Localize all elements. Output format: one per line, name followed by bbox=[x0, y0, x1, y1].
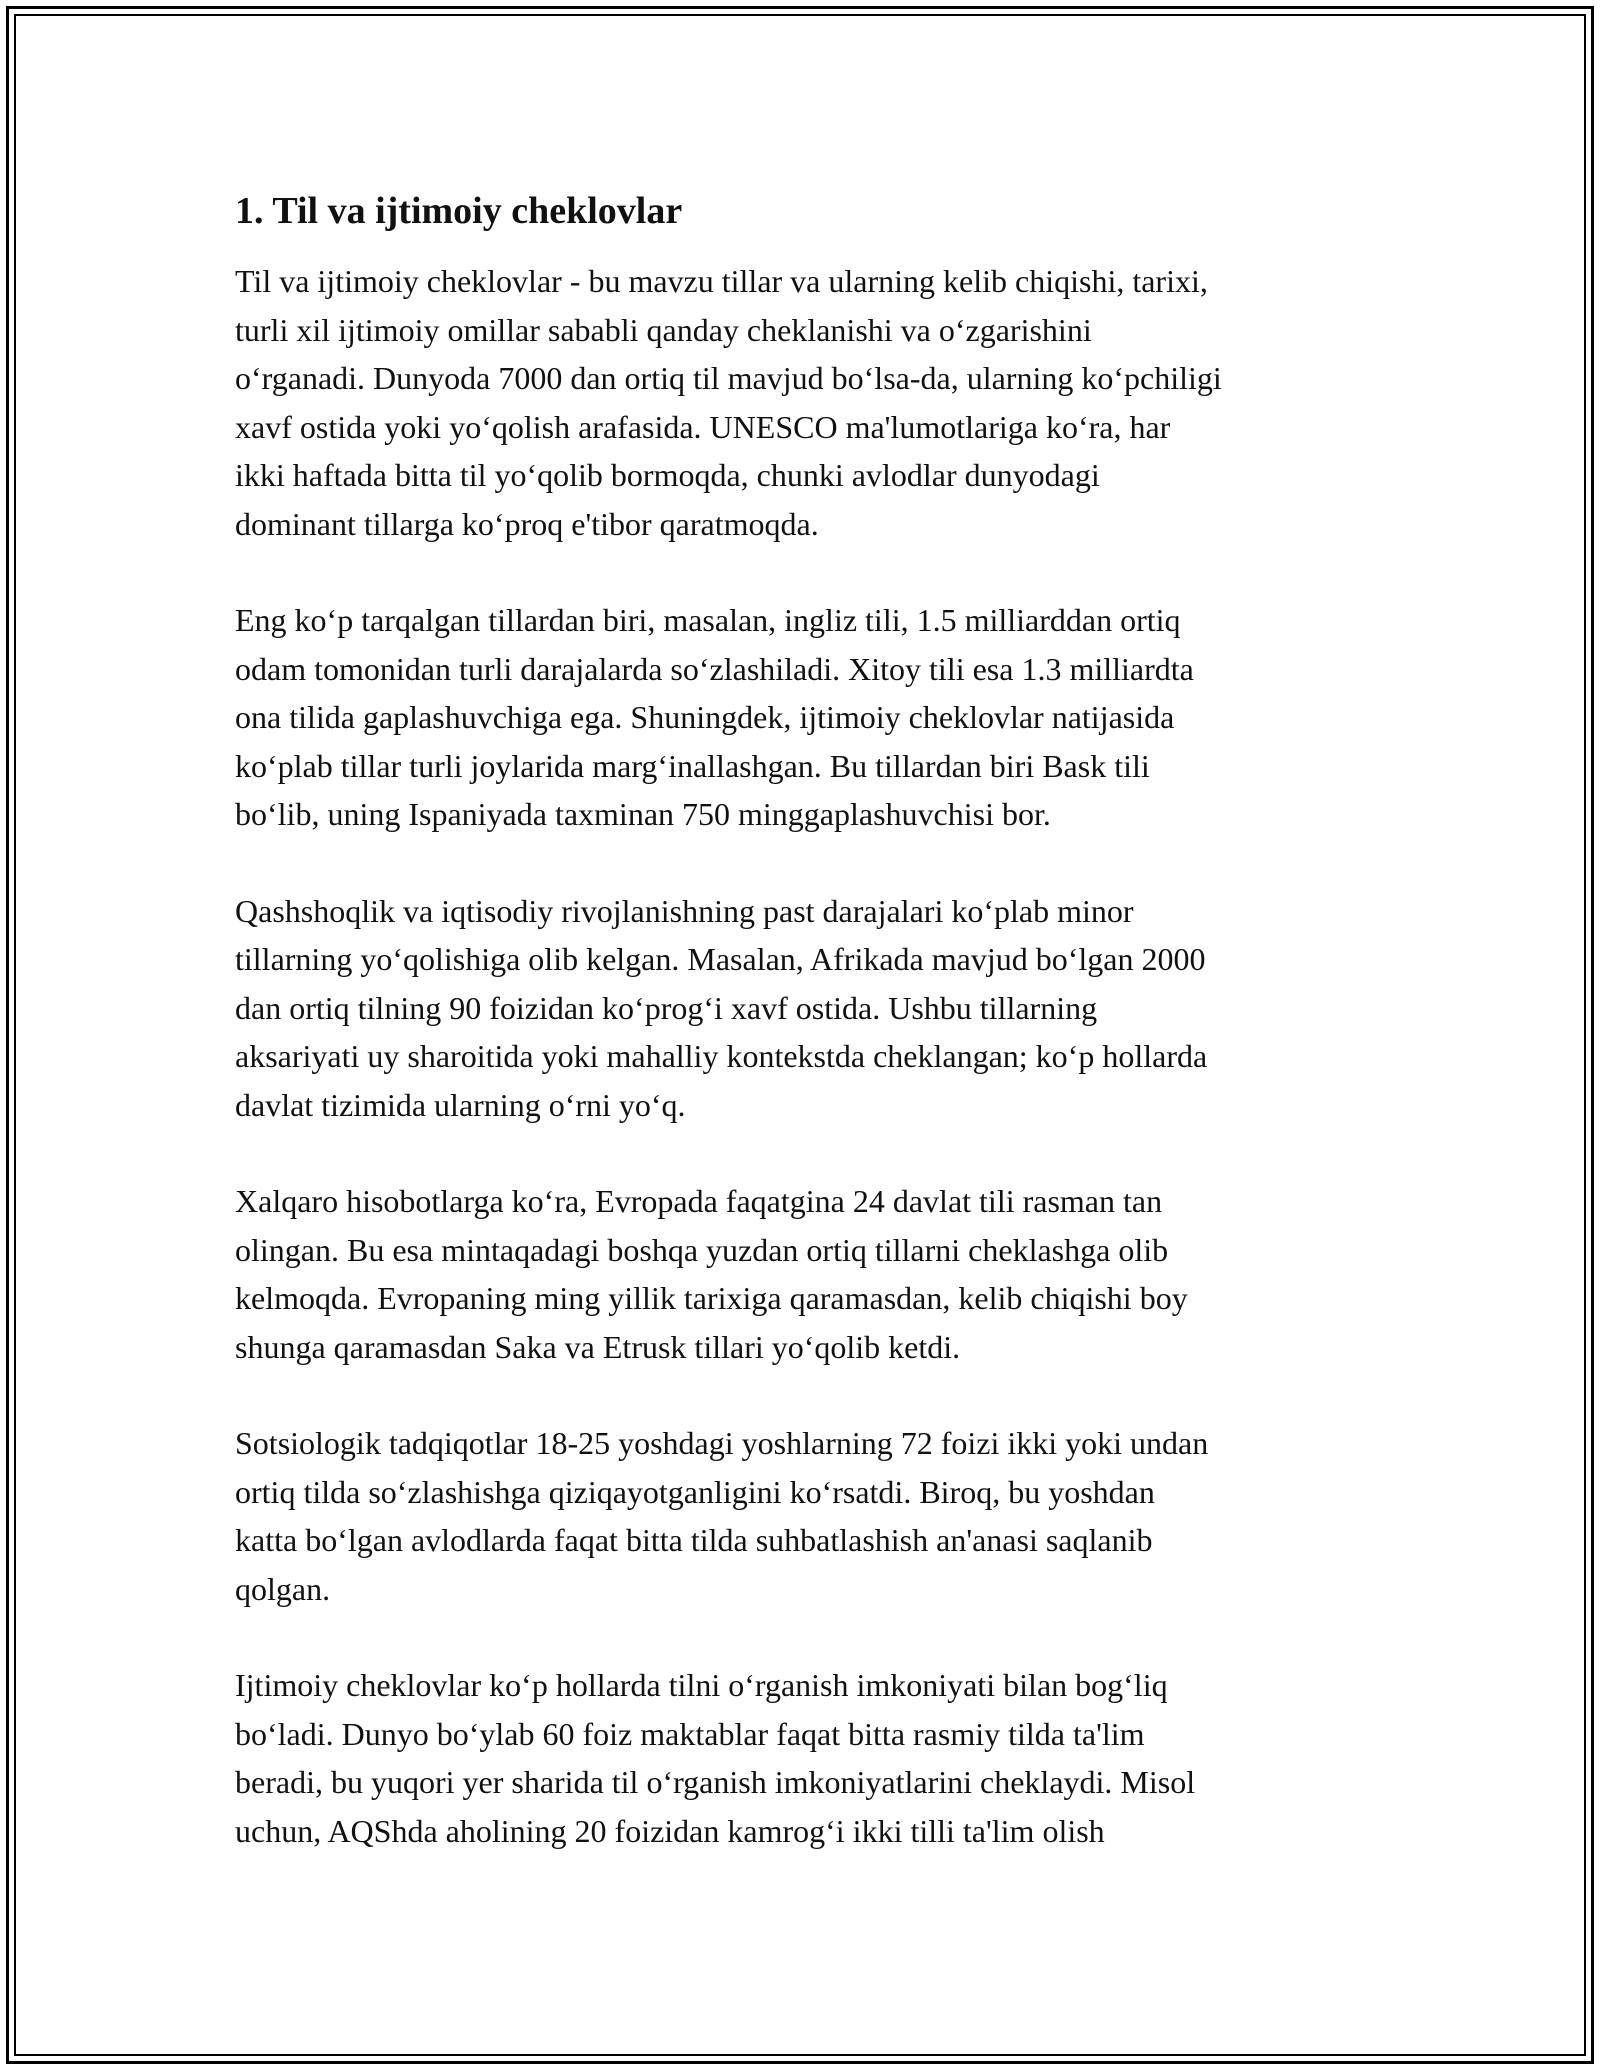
paragraph bbox=[235, 596, 1395, 839]
text-line: beradi, bu yuqori yer sharida til o‘rganish imkoniyatlarini cheklaydi. Misol bbox=[235, 1764, 1196, 1800]
text-line: ko‘plab tillar turli joylarida marg‘inallashgan. Bu tillardan biri Bask tili bbox=[235, 747, 1150, 784]
text-line: tillarning yo‘qolishiga olib kelgan. Masalan, Afrikada mavjud bo‘lgan 2000 bbox=[235, 941, 1206, 977]
text-line: Til va ijtimoiy cheklovlar - bu mavzu tillar va ularning kelib chiqishi, tarixi, bbox=[235, 263, 1208, 299]
text-line: bo‘ladi. Dunyo bo‘ylab 60 foiz maktablar faqat bitta rasmiy tilda ta'lim bbox=[235, 1715, 1145, 1752]
section-heading: 1. Til va ijtimoiy cheklovlar bbox=[235, 190, 683, 232]
text-line: dan ortiq tilning 90 foizidan ko‘prog‘i xavf ostida. Ushbu tillarning bbox=[235, 989, 1098, 1026]
text-line: ikki haftada bitta til yo‘qolib bormoqda, chunki avlodlar dunyodagi bbox=[235, 457, 1100, 493]
text-line: Xalqaro hisobotlarga ko‘ra, Evropada faqatgina 24 davlat tili rasman tan bbox=[235, 1183, 1163, 1219]
paragraphs bbox=[235, 257, 1395, 1855]
text-line: ortiq tilda so‘zlashishga qiziqayotganligini ko‘rsatdi. Biroq, bu yoshdan bbox=[235, 1473, 1155, 1510]
text-line: xavf ostida yoki yo‘qolish arafasida. UNESCO ma'lumotlariga ko‘ra, har bbox=[235, 408, 1171, 445]
text-line: olingan. Bu esa mintaqadagi boshqa yuzdan ortiq tillarni cheklashga olib bbox=[235, 1231, 1169, 1268]
text-line: aksariyati uy sharoitida yoki mahalliy kontekstda cheklangan; ko‘p hollarda bbox=[235, 1038, 1208, 1074]
text-line: turli xil ijtimoiy omillar sababli qanday cheklanishi va o‘zgarishini bbox=[235, 311, 1092, 348]
text-line: odam tomonidan turli darajalarda so‘zlashiladi. Xitoy tili esa 1.3 milliardta bbox=[235, 650, 1194, 687]
text-line: shunga qaramasdan Saka va Etrusk tillari yo‘qolib ketdi. bbox=[235, 1328, 961, 1365]
text-line: qolgan. bbox=[235, 1570, 331, 1607]
text-line: Ijtimoiy cheklovlar ko‘p hollarda tilni o‘rganish imkoniyati bilan bog‘liq bbox=[235, 1667, 1168, 1703]
text-line: dominant tillarga ko‘proq e'tibor qaratmoqda. bbox=[235, 505, 819, 542]
text-line: katta bo‘lgan avlodlarda faqat bitta tilda suhbatlashish an'anasi saqlanib bbox=[235, 1522, 1153, 1558]
paragraph bbox=[235, 1419, 1395, 1613]
document-content bbox=[235, 185, 1395, 1903]
text-line: Eng ko‘p tarqalgan tillardan biri, masalan, ingliz tili, 1.5 milliarddan ortiq bbox=[235, 602, 1181, 638]
text-line: Qashshoqlik va iqtisodiy rivojlanishning past darajalari ko‘plab minor bbox=[235, 892, 1134, 929]
text-line: kelmoqda. Evropaning ming yillik tarixiga qaramasdan, kelib chiqishi boy bbox=[235, 1280, 1188, 1316]
paragraph bbox=[235, 1661, 1395, 1855]
text-line: bo‘lib, uning Ispaniyada taxminan 750 minggaplashuvchisi bor. bbox=[235, 796, 1051, 832]
text-line: ona tilida gaplashuvchiga ega. Shuningdek, ijtimoiy cheklovlar natijasida bbox=[235, 699, 1175, 735]
text-line: Sotsiologik tadqiqotlar 18-25 yoshdagi yoshlarning 72 foizi ikki yoki undan bbox=[235, 1425, 1209, 1461]
paragraph bbox=[235, 887, 1395, 1130]
text-line: uchun, AQShda aholining 20 foizidan kamrog‘i ikki tilli ta'lim olish bbox=[235, 1812, 1105, 1849]
paragraph bbox=[235, 1177, 1395, 1371]
paragraph bbox=[235, 257, 1395, 548]
text-line: o‘rganadi. Dunyoda 7000 dan ortiq til mavjud bo‘lsa-da, ularning ko‘pchiligi bbox=[235, 360, 1222, 396]
text-line: davlat tizimida ularning o‘rni yo‘q. bbox=[235, 1086, 686, 1123]
